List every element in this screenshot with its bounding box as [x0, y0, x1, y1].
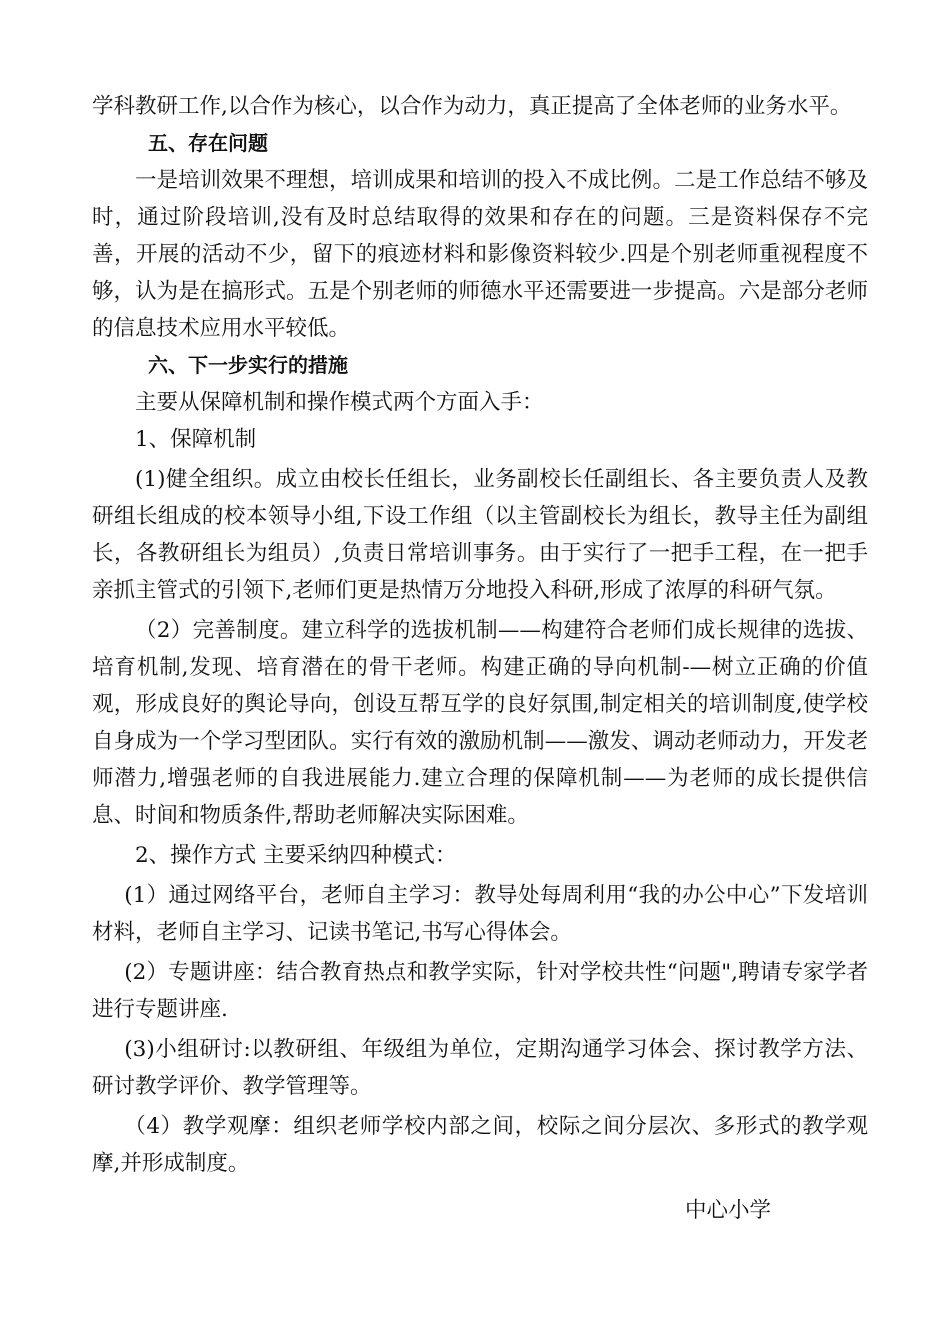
lecture-paragraph: (2）专题讲座：结合教育热点和教学实际，针对学校共性“问题",聘请专家学者进行专题讲座. — [92, 960, 868, 1022]
intro-paragraph: 学科教研工作,以合作为核心，以合作为动力，真正提高了全体老师的业务水平。 — [92, 94, 852, 119]
subheading-guarantee-mechanism: 1、保障机制 — [135, 427, 257, 452]
network-learning-paragraph: (1）通过网络平台，老师自主学习：教导处每周利用“我的办公中心”下发培训材料，老师自主学习、记读书笔记,书写心得体会。 — [92, 883, 868, 945]
organization-paragraph: (1)健全组织。成立由校长任组长，业务副校长任副组长、各主要负责人及教研组长组成的校本领导小组,下设工作组（以主管副校长为组长，教导主任为副组长，各教研组长为组员）,负责日常培训事务。由于实行了一把手工程，在一把手亲抓主管式的引领下,老师们更是热情万分地投入科研,形成了浓厚的科研气氛。 — [92, 467, 868, 603]
problems-paragraph: 一是培训效果不理想，培训成果和培训的投入不成比例。二是工作总结不够及时，通过阶段培训,没有及时总结取得的效果和存在的问题。三是资料保存不完善，开展的活动不少，留下的痕迹材料和影像资料较少.四是个别老师重视程度不够，认为是在搞形式。五是个别老师的师德水平还需要进一步提高。六是部分老师的信息技术应用水平较低。 — [92, 168, 868, 341]
group-discussion-paragraph: (3)小组研讨:以教研组、年级组为单位，定期沟通学习体会、探讨教学方法、研讨教学评价、教学管理等。 — [92, 1037, 868, 1099]
section-heading-measures: 六、下一步实行的措施 — [148, 353, 348, 377]
signature: 中心小学 — [685, 1198, 772, 1223]
section-heading-problems: 五、存在问题 — [148, 131, 268, 155]
subheading-operation-mode: 2、操作方式 主要采纳四种模式： — [135, 843, 457, 868]
measures-intro-paragraph: 主要从保障机制和操作模式两个方面入手： — [135, 390, 544, 415]
system-paragraph: （2）完善制度。建立科学的选拔机制——构建符合老师们成长规律的选拔、培育机制,发现、培育潜在的骨干老师。构建正确的导向机制-—树立正确的价值观，形成良好的舆论导向，创设互帮互学的良好氛围,制定相关的培训制度,使学校自身成为一个学习型团队。实行有效的激励机制——激发、调动老师动力，开发老师潜力,增强老师的自我进展能力.建立合理的保障机制——为老师的成长提供信息、时间和物质条件,帮助老师解决实际困难。 — [92, 618, 868, 828]
teaching-observation-paragraph: （4）教学观摩：组织老师学校内部之间，校际之间分层次、多形式的教学观摩,并形成制度。 — [92, 1114, 868, 1176]
